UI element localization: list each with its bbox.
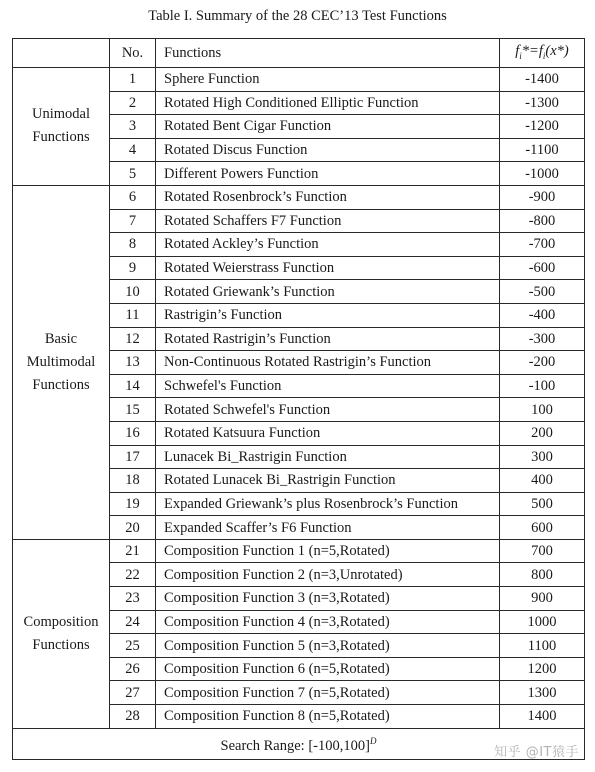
watermark: 知乎 @IT猿手 xyxy=(494,745,579,760)
search-range-superscript: D xyxy=(369,736,377,747)
optimum-value: -300 xyxy=(500,327,585,351)
function-name: Composition Function 4 (n=3,Rotated) xyxy=(156,610,500,634)
function-number: 5 xyxy=(110,162,156,186)
category-cell: Basic Multimodal Functions xyxy=(13,185,110,539)
function-number: 25 xyxy=(110,634,156,658)
header-equals: *= xyxy=(521,42,539,59)
optimum-value: -500 xyxy=(500,280,585,304)
function-number: 26 xyxy=(110,657,156,681)
function-name: Rotated Rosenbrock’s Function xyxy=(156,185,500,209)
function-name: Rastrigin’s Function xyxy=(156,303,500,327)
optimum-value: -700 xyxy=(500,233,585,257)
header-rhs-symbol: f xyxy=(538,42,543,59)
category-cell: Unimodal Functions xyxy=(13,68,110,186)
function-name: Rotated Rastrigin’s Function xyxy=(156,327,500,351)
function-name: Composition Function 1 (n=5,Rotated) xyxy=(156,539,500,563)
header-optimum-value xyxy=(500,39,585,68)
optimum-value: 1300 xyxy=(500,681,585,705)
optimum-value: 500 xyxy=(500,492,585,516)
optimum-value: -200 xyxy=(500,351,585,375)
optimum-value: -1000 xyxy=(500,162,585,186)
header-no: No. xyxy=(110,39,156,68)
function-number: 13 xyxy=(110,351,156,375)
function-number: 9 xyxy=(110,256,156,280)
function-number: 10 xyxy=(110,280,156,304)
table-row xyxy=(13,185,585,209)
header-lhs-subscript: i xyxy=(519,50,522,61)
optimum-value: 1000 xyxy=(500,610,585,634)
optimum-value: 800 xyxy=(500,563,585,587)
function-number: 24 xyxy=(110,610,156,634)
table-row xyxy=(13,539,585,563)
function-number: 4 xyxy=(110,138,156,162)
optimum-value: 300 xyxy=(500,445,585,469)
search-range-text: Search Range: [-100,100] xyxy=(220,738,370,755)
test-functions-table xyxy=(12,38,585,760)
optimum-value: 400 xyxy=(500,469,585,493)
function-name: Rotated Schwefel's Function xyxy=(156,398,500,422)
optimum-value: -1400 xyxy=(500,68,585,92)
category-cell: Composition Functions xyxy=(13,539,110,728)
function-name: Rotated Ackley’s Function xyxy=(156,233,500,257)
function-name: Expanded Griewank’s plus Rosenbrock’s Function xyxy=(156,492,500,516)
function-number: 15 xyxy=(110,398,156,422)
function-name: Rotated Griewank’s Function xyxy=(156,280,500,304)
function-number: 20 xyxy=(110,516,156,540)
function-number: 14 xyxy=(110,374,156,398)
function-name: Rotated Discus Function xyxy=(156,138,500,162)
function-number: 2 xyxy=(110,91,156,115)
header-rhs-subscript: i xyxy=(542,50,546,61)
function-name: Sphere Function xyxy=(156,68,500,92)
header-category-cell xyxy=(13,39,110,68)
table-caption: Table I. Summary of the 28 CEC’13 Test Functions xyxy=(148,8,447,24)
function-name: Composition Function 5 (n=3,Rotated) xyxy=(156,634,500,658)
function-name: Composition Function 8 (n=5,Rotated) xyxy=(156,705,500,729)
function-name: Rotated Schaffers F7 Function xyxy=(156,209,500,233)
function-name: Schwefel's Function xyxy=(156,374,500,398)
optimum-value: -400 xyxy=(500,303,585,327)
function-name: Composition Function 7 (n=5,Rotated) xyxy=(156,681,500,705)
function-number: 18 xyxy=(110,469,156,493)
optimum-value: 200 xyxy=(500,421,585,445)
optimum-value: 1400 xyxy=(500,705,585,729)
function-number: 6 xyxy=(110,185,156,209)
optimum-value: 1100 xyxy=(500,634,585,658)
optimum-value: 700 xyxy=(500,539,585,563)
table-body xyxy=(13,68,585,729)
function-number: 23 xyxy=(110,587,156,611)
optimum-value: -1100 xyxy=(500,138,585,162)
header-functions: Functions xyxy=(156,39,500,68)
function-number: 11 xyxy=(110,303,156,327)
optimum-value: 900 xyxy=(500,587,585,611)
function-number: 27 xyxy=(110,681,156,705)
optimum-value: -100 xyxy=(500,374,585,398)
function-name: Composition Function 6 (n=5,Rotated) xyxy=(156,657,500,681)
optimum-value: -900 xyxy=(500,185,585,209)
function-number: 28 xyxy=(110,705,156,729)
table-row xyxy=(13,68,585,92)
function-number: 17 xyxy=(110,445,156,469)
optimum-value: 100 xyxy=(500,398,585,422)
function-number: 16 xyxy=(110,421,156,445)
function-number: 22 xyxy=(110,563,156,587)
function-number: 3 xyxy=(110,115,156,139)
function-name: Rotated Bent Cigar Function xyxy=(156,115,500,139)
function-name: Rotated Katsuura Function xyxy=(156,421,500,445)
optimum-value: -1300 xyxy=(500,91,585,115)
optimum-value: 1200 xyxy=(500,657,585,681)
optimum-value: -600 xyxy=(500,256,585,280)
optimum-value: -1200 xyxy=(500,115,585,139)
function-name: Rotated Weierstrass Function xyxy=(156,256,500,280)
function-number: 7 xyxy=(110,209,156,233)
header-rhs-argument: (x*) xyxy=(545,42,569,59)
optimum-value: 600 xyxy=(500,516,585,540)
function-name: Rotated High Conditioned Elliptic Function xyxy=(156,91,500,115)
function-number: 1 xyxy=(110,68,156,92)
header-lhs-symbol: f xyxy=(515,42,520,59)
function-name: Expanded Scaffer’s F6 Function xyxy=(156,516,500,540)
function-name: Composition Function 3 (n=3,Rotated) xyxy=(156,587,500,611)
function-name: Lunacek Bi_Rastrigin Function xyxy=(156,445,500,469)
function-name: Composition Function 2 (n=3,Unrotated) xyxy=(156,563,500,587)
function-number: 8 xyxy=(110,233,156,257)
function-number: 19 xyxy=(110,492,156,516)
function-number: 12 xyxy=(110,327,156,351)
function-name: Rotated Lunacek Bi_Rastrigin Function xyxy=(156,469,500,493)
optimum-value: -800 xyxy=(500,209,585,233)
function-name: Non-Continuous Rotated Rastrigin’s Function xyxy=(156,351,500,375)
table-header-row xyxy=(13,39,585,68)
function-name: Different Powers Function xyxy=(156,162,500,186)
function-number: 21 xyxy=(110,539,156,563)
